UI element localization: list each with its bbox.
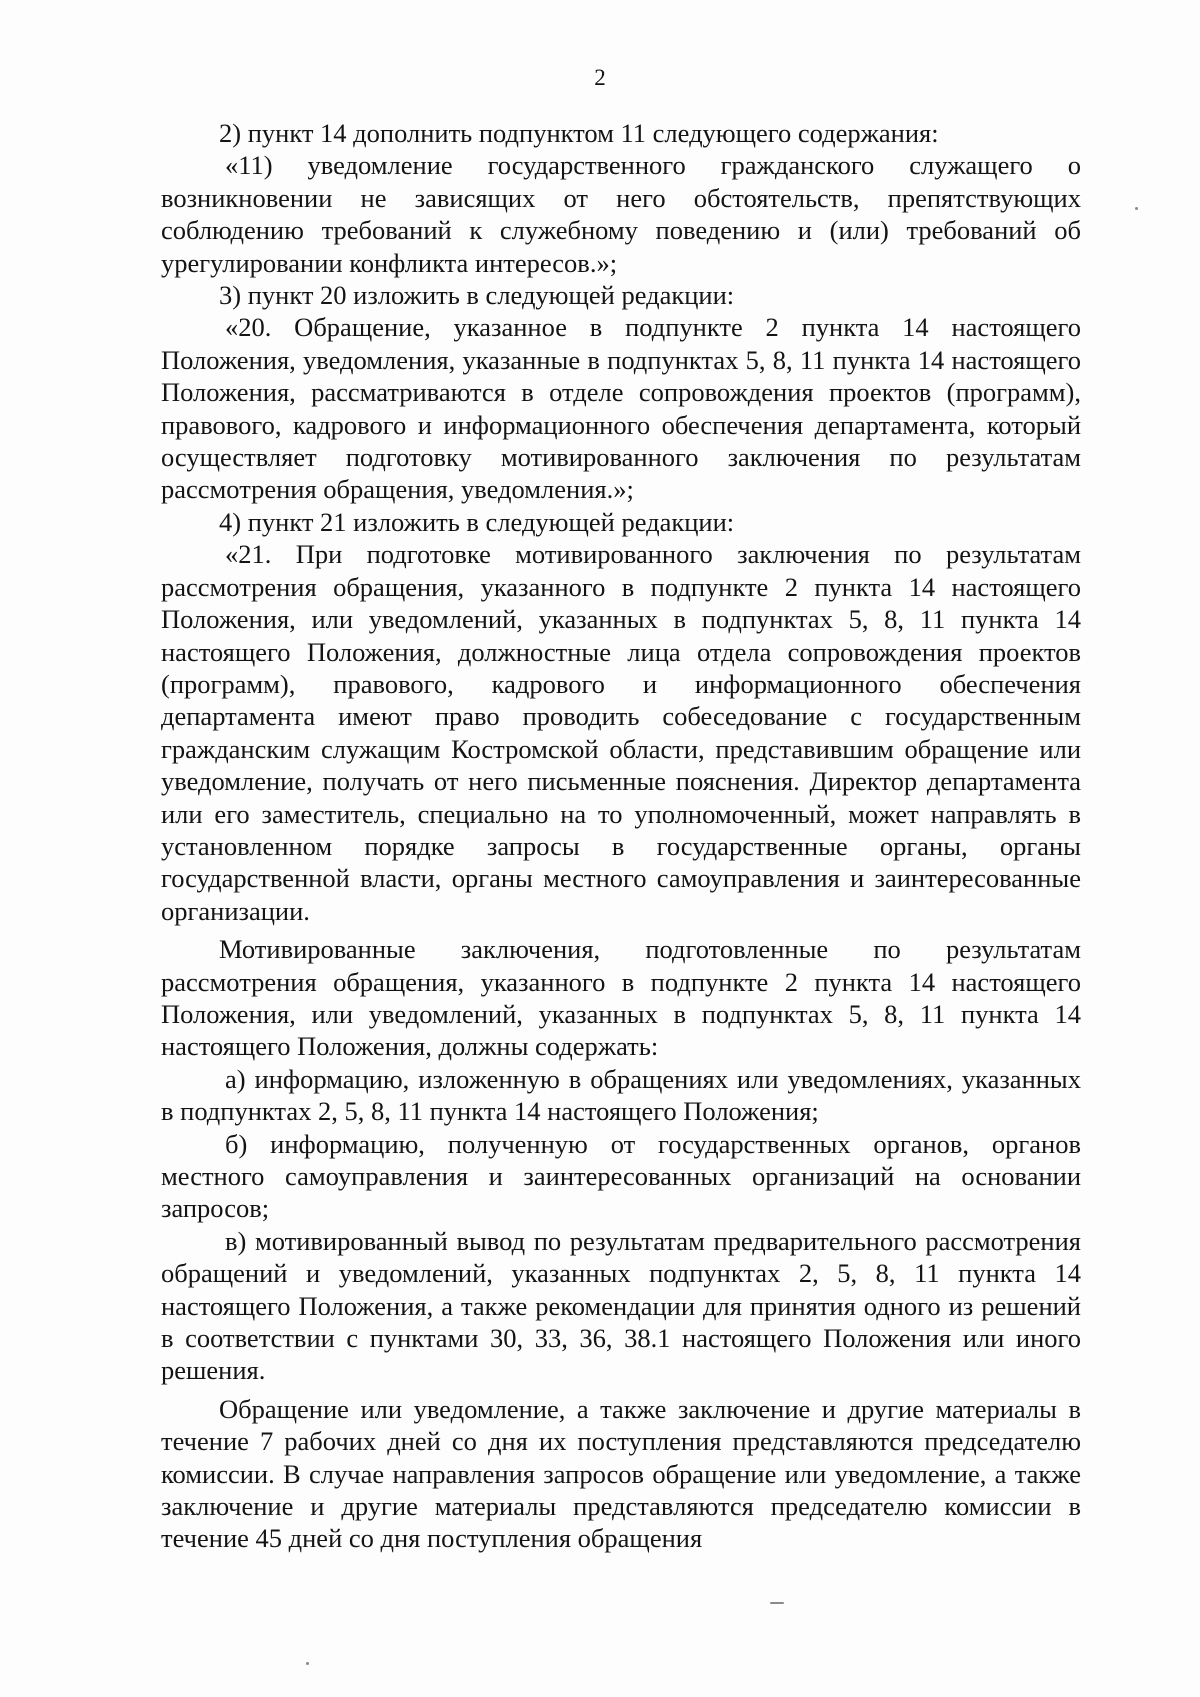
- paragraph-item-4: 4) пункт 21 изложить в следующей редакции:: [219, 506, 735, 537]
- paragraph-item-3: 3) пункт 20 изложить в следующей редакции:: [219, 280, 735, 311]
- page-number: 2: [594, 65, 606, 90]
- scan-speck: [1135, 207, 1138, 210]
- document-body: [161, 117, 1081, 1555]
- scan-speck: [770, 1602, 784, 1604]
- scan-speck: [306, 1662, 309, 1665]
- paragraph-subitem-b: б) информацию, полученную от государственных органов, органов местного самоуправления и заинтересованных организаций на основании запросов;: [161, 1128, 1081, 1224]
- paragraph-point-20: «20. Обращение, указанное в подпункте 2 пункта 14 настоящего Положения, уведомления, указанные в подпунктах 5, 8, 11 пункта 14 настоящего Положения, рассматриваются в отделе сопровождения проектов (программ), правового, кадрового и информационного обеспечения департамента, который осуществляет подготовку мотивированного заключения по результатам рассмотрения обращения, уведомления.»;: [161, 312, 1081, 505]
- paragraph-conclusions: Мотивированные заключения, подготовленные по результатам рассмотрения обращения, указанного в подпункте 2 пункта 14 настоящего Положения, или уведомлений, указанных в подпунктах 5, 8, 11 пункта 14 настоящего Положения, должны содержать:: [161, 934, 1081, 1062]
- paragraph-subitem-11: «11) уведомление государственного гражданского служащего о возникновении не зависящих от него обстоятельств, препятствующих соблюдению требований к служебному поведению и (или) требований об урегулировании конфликта интересов.»;: [161, 150, 1081, 278]
- paragraph-subitem-a: а) информацию, изложенную в обращениях или уведомлениях, указанных в подпунктах 2, 5, 8, 11 пункта 14 настоящего Положения;: [161, 1063, 1081, 1127]
- paragraph-submission: Обращение или уведомление, а также заключение и другие материалы в течение 7 рабочих дней со дня их поступления представляются председателю комиссии. В случае направления запросов обращение или уведомление, а также заключение и другие материалы представляются председателю комиссии в течение 45 дней со дня поступления обращения: [161, 1393, 1081, 1554]
- paragraph-subitem-v: в) мотивированный вывод по результатам предварительного рассмотрения обращений и уведомлений, указанных подпунктах 2, 5, 8, 11 пункта 14 настоящего Положения, а также рекомендации для принятия одного из решений в соответствии с пунктами 30, 33, 36, 38.1 настоящего Положения или иного решения.: [161, 1225, 1081, 1386]
- paragraph-item-2: 2) пункт 14 дополнить подпунктом 11 следующего содержания:: [219, 118, 939, 148]
- paragraph-point-21: «21. При подготовке мотивированного заключения по результатам рассмотрения обращения, указанного в подпункте 2 пункта 14 настоящего Положения, или уведомлений, указанных в подпунктах 5, 8, 11 пункта 14 настоящего Положения, должностные лица отдела сопровождения проектов (программ), правового, кадрового и информационного обеспечения департамента имеют право проводить собеседование с государственным гражданским служащим Костромской области, представившим обращение или уведомление, получать от него письменные пояснения. Директор департамента или его заместитель, специально на то уполномоченный, может направлять в установленном порядке запросы в государственные органы, органы государственной власти, органы местного самоуправления и заинтересованные организации.: [161, 539, 1081, 926]
